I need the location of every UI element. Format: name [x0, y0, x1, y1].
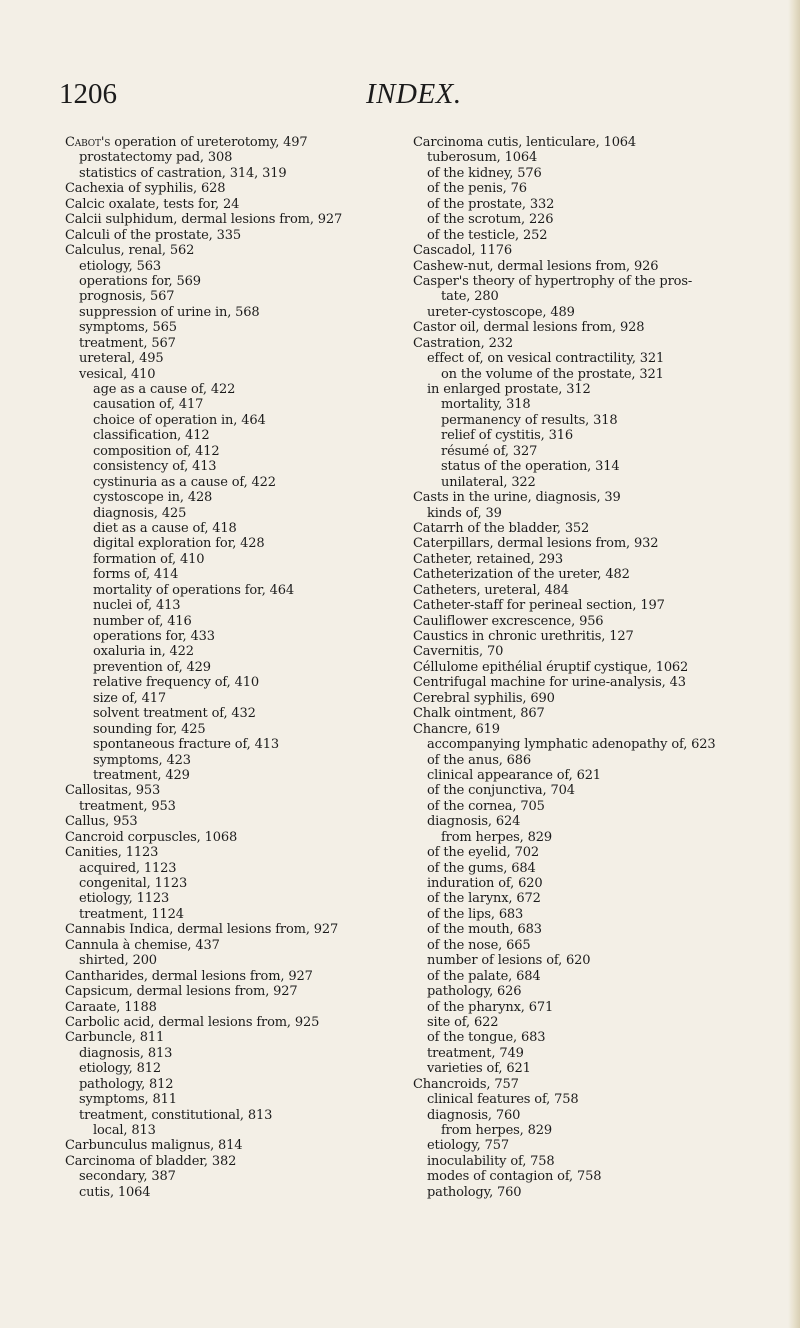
index-subentry: composition of, 412 [93, 443, 220, 459]
index-entry: Carbuncle, 811 [65, 1030, 165, 1046]
index-subentry: status of the operation, 314 [441, 459, 620, 475]
index-entry: Centrifugal machine for urine-analysis, 43 [413, 675, 686, 691]
index-entry: Carcinoma of bladder, 382 [65, 1153, 237, 1169]
index-subentry: treatment, 749 [427, 1045, 524, 1061]
index-entry: Casper's theory of hypertrophy of the pros- [413, 273, 693, 289]
index-subentry: etiology, 1123 [79, 891, 170, 907]
index-subentry: number of lesions of, 620 [427, 953, 591, 969]
index-subentry: relative frequency of, 410 [93, 675, 259, 691]
index-subentry: tuberosum, 1064 [427, 150, 538, 166]
index-subentry: ureteral, 495 [79, 351, 164, 367]
index-subentry: mortality of operations for, 464 [93, 582, 295, 598]
index-subentry: of the nose, 665 [427, 937, 531, 953]
index-subentry: operations for, 433 [93, 629, 215, 644]
index-subentry: suppression of urine in, 568 [79, 304, 260, 320]
index-entry: Chalk ointment, 867 [413, 706, 545, 722]
index-subentry: spontaneous fracture of, 413 [93, 737, 279, 753]
index-column-right [413, 135, 773, 1200]
index-subentry: secondary, 387 [79, 1169, 176, 1185]
index-entry: Castration, 232 [413, 335, 513, 351]
index-subentry: treatment, 429 [93, 767, 190, 783]
index-subentry: symptoms, 811 [79, 1092, 177, 1108]
index-subentry: formation of, 410 [93, 551, 205, 567]
index-entry: Castor oil, dermal lesions from, 928 [413, 320, 645, 336]
index-subentry: of the kidney, 576 [427, 165, 542, 181]
index-subentry: cystoscope in, 428 [93, 490, 213, 506]
index-column-left [65, 135, 425, 1200]
index-subentry: acquired, 1123 [79, 860, 177, 876]
index-subentry: vesical, 410 [79, 366, 156, 382]
page-edge-shadow [788, 0, 800, 1328]
index-subentry: from herpes, 829 [441, 1123, 552, 1138]
index-subentry: cutis, 1064 [79, 1184, 151, 1200]
index-subentry: treatment, constitutional, 813 [79, 1107, 273, 1123]
index-subentry: of the penis, 76 [427, 181, 527, 197]
index-entry: Catheters, ureteral, 484 [413, 582, 569, 598]
index-subentry: effect of, on vesical contractility, 321 [427, 351, 665, 367]
index-subentry: diet as a cause of, 418 [93, 520, 237, 536]
index-entry: Callositas, 953 [65, 783, 161, 799]
running-head-title: INDEX. [366, 78, 462, 110]
index-entry: Cantharides, dermal lesions from, 927 [65, 968, 313, 984]
index-subentry: of the pharynx, 671 [427, 999, 554, 1015]
index-entry: Cerebral syphilis, 690 [413, 690, 555, 706]
index-subentry: local, 813 [93, 1123, 156, 1138]
index-entry: Catarrh of the bladder, 352 [413, 520, 590, 536]
index-entry: Caustics in chronic urethritis, 127 [413, 629, 634, 644]
index-subentry: consistency of, 413 [93, 459, 217, 475]
index-subentry: site of, 622 [427, 1014, 499, 1030]
index-subentry: relief of cystitis, 316 [441, 428, 573, 444]
index-entry [65, 135, 425, 150]
index-subentry: number of, 416 [93, 613, 192, 629]
index-subentry: choice of operation in, 464 [93, 412, 266, 428]
index-subentry: treatment, 567 [79, 335, 176, 351]
index-subentry: pathology, 812 [79, 1076, 174, 1092]
index-subentry: ureter-cystoscope, 489 [427, 304, 575, 320]
index-subentry: statistics of castration, 314, 319 [79, 165, 287, 181]
index-subentry: of the palate, 684 [427, 968, 541, 984]
index-subentry: of the larynx, 672 [427, 891, 541, 907]
index-entry: Callus, 953 [65, 814, 138, 830]
index-subentry: classification, 412 [93, 428, 210, 444]
index-subentry: prognosis, 567 [79, 289, 175, 305]
index-subentry: diagnosis, 624 [427, 814, 521, 830]
index-entry: Cancroid corpuscles, 1068 [65, 829, 238, 845]
index-subentry: diagnosis, 760 [427, 1107, 521, 1123]
index-entry: Carcinoma cutis, lenticulare, 1064 [413, 135, 637, 150]
index-entry: Caraate, 1188 [65, 999, 157, 1015]
index-subentry: operations for, 569 [79, 273, 201, 289]
index-subentry: symptoms, 423 [93, 752, 191, 768]
index-entry: Cachexia of syphilis, 628 [65, 181, 226, 197]
index-subentry: of the lips, 683 [427, 906, 524, 922]
index-entry: Calcii sulphidum, dermal lesions from, 927 [65, 212, 343, 228]
index-entry: Calculi of the prostate, 335 [65, 227, 241, 243]
index-entry-rest: operation of ureterotomy, 497 [110, 135, 308, 150]
index-subentry: congenital, 1123 [79, 876, 188, 891]
index-subentry: sounding for, 425 [93, 721, 206, 737]
index-entry: Calcic oxalate, tests for, 24 [65, 196, 240, 212]
index-subentry: on the volume of the prostate, 321 [441, 366, 664, 382]
index-entry: Cavernitis, 70 [413, 644, 504, 660]
index-subentry: résumé of, 327 [441, 443, 538, 459]
index-entry: Cascadol, 1176 [413, 243, 512, 259]
index-subentry: of the prostate, 332 [427, 196, 555, 212]
index-subentry: tate, 280 [441, 289, 499, 305]
index-subentry: oxaluria in, 422 [93, 644, 194, 660]
index-subentry: varieties of, 621 [427, 1061, 531, 1077]
index-entry: Carbunculus malignus, 814 [65, 1138, 243, 1154]
index-subentry: of the scrotum, 226 [427, 212, 554, 228]
index-subentry: permanency of results, 318 [441, 412, 618, 428]
index-subentry: symptoms, 565 [79, 320, 177, 336]
index-subentry: unilateral, 322 [441, 474, 536, 490]
index-subentry: size of, 417 [93, 690, 166, 706]
index-subentry: of the tongue, 683 [427, 1030, 546, 1046]
index-subentry: clinical features of, 758 [427, 1092, 579, 1108]
index-subentry: of the conjunctiva, 704 [427, 783, 575, 799]
index-subentry: of the testicle, 252 [427, 227, 548, 243]
index-subentry: mortality, 318 [441, 397, 531, 413]
index-entry: Canities, 1123 [65, 845, 159, 861]
index-subentry: digital exploration for, 428 [93, 536, 265, 552]
index-entry-head: Cabot's [65, 135, 111, 150]
index-entry: Cauliflower excrescence, 956 [413, 613, 604, 629]
index-subentry: of the anus, 686 [427, 752, 532, 768]
index-subentry: etiology, 563 [79, 258, 161, 274]
index-subentry: etiology, 757 [427, 1138, 509, 1154]
index-entry: Capsicum, dermal lesions from, 927 [65, 984, 298, 1000]
index-subentry: treatment, 953 [79, 798, 176, 814]
index-entry: Cashew-nut, dermal lesions from, 926 [413, 258, 659, 274]
index-subentry: treatment, 1124 [79, 906, 184, 922]
index-entry: Carbolic acid, dermal lesions from, 925 [65, 1014, 320, 1030]
index-entry: Cannabis Indica, dermal lesions from, 927 [65, 922, 339, 938]
index-entry: Chancroids, 757 [413, 1076, 519, 1092]
index-subentry: prevention of, 429 [93, 659, 211, 675]
index-subentry: shirted, 200 [79, 953, 157, 969]
index-entry: Catheter, retained, 293 [413, 551, 564, 567]
index-subentry: diagnosis, 425 [93, 505, 187, 521]
page-number: 1206 [59, 78, 117, 110]
index-entry: Catheterization of the ureter, 482 [413, 567, 630, 583]
index-entry: Caterpillars, dermal lesions from, 932 [413, 536, 659, 552]
index-subentry: diagnosis, 813 [79, 1045, 173, 1061]
index-subentry: from herpes, 829 [441, 829, 552, 845]
index-subentry: of the mouth, 683 [427, 922, 542, 938]
index-subentry: causation of, 417 [93, 397, 204, 413]
index-subentry: modes of contagion of, 758 [427, 1169, 602, 1185]
index-subentry: accompanying lymphatic adenopathy of, 623 [427, 737, 716, 753]
index-entry: Calculus, renal, 562 [65, 243, 195, 259]
index-subentry: age as a cause of, 422 [93, 382, 236, 397]
index-subentry: solvent treatment of, 432 [93, 706, 256, 722]
index-subentry: pathology, 626 [427, 984, 522, 1000]
index-subentry: kinds of, 39 [427, 505, 502, 521]
index-subentry: inoculability of, 758 [427, 1153, 555, 1169]
page-header [0, 78, 800, 118]
index-subentry: pathology, 760 [427, 1184, 522, 1200]
index-subentry: induration of, 620 [427, 876, 543, 891]
index-subentry: prostatectomy pad, 308 [79, 150, 233, 166]
index-entry: Catheter-staff for perineal section, 197 [413, 598, 665, 614]
index-subentry: of the gums, 684 [427, 860, 536, 876]
index-subentry: clinical appearance of, 621 [427, 767, 601, 783]
index-entry: Cannula à chemise, 437 [65, 937, 220, 953]
index-entry: Chancre, 619 [413, 721, 500, 737]
index-entry: Céllulome epithélial éruptif cystique, 1062 [413, 659, 689, 675]
index-subentry: nuclei of, 413 [93, 598, 181, 614]
index-subentry: forms of, 414 [93, 567, 179, 583]
index-subentry: etiology, 812 [79, 1061, 161, 1077]
index-subentry: cystinuria as a cause of, 422 [93, 474, 276, 490]
index-subentry: of the eyelid, 702 [427, 845, 539, 861]
index-subentry: of the cornea, 705 [427, 798, 545, 814]
index-subentry: in enlarged prostate, 312 [427, 382, 591, 397]
index-entry: Casts in the urine, diagnosis, 39 [413, 490, 621, 506]
